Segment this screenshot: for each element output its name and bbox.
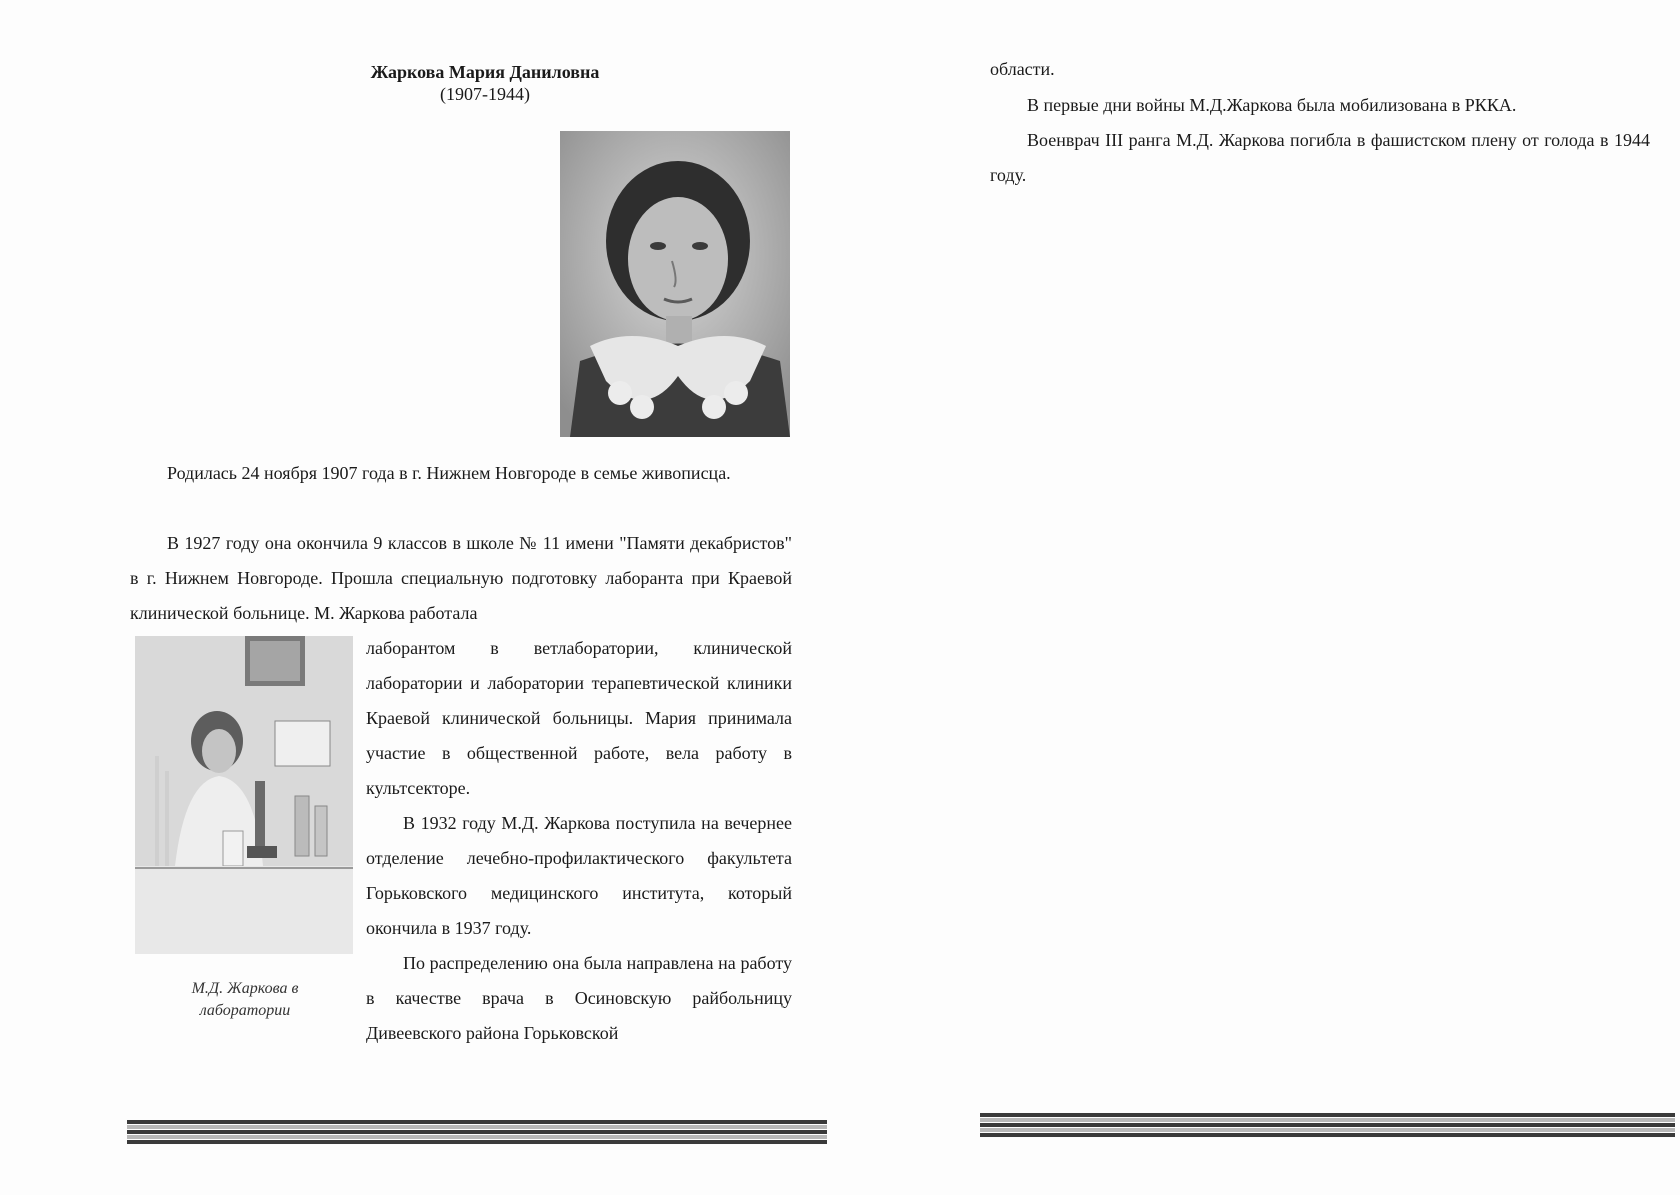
paragraph-work: лаборантом в ветлаборатории, клинической лаборатории и лаборатории терапевтической клиники Краевой клинической больницы. Мария принимала участие в общественной работе, вела работу в культсекторе. xyxy=(366,638,792,798)
person-name-title: Жаркова Мария Даниловна xyxy=(370,62,600,82)
paragraph-assignment: По распределению она была направлена на работу в качестве врача в Осиновскую райбольницу Дивеевского района Горьковской xyxy=(366,953,792,1043)
paragraph-institute: В 1932 году М.Д. Жаркова поступила на вечернее отделение лечебно-профилактического факультета Горьковского медицинского института, который окончила в 1937 году. xyxy=(366,813,792,938)
laboratory-photo xyxy=(135,636,353,954)
portrait-image xyxy=(560,131,790,437)
laboratory-image xyxy=(135,636,353,954)
paragraph-education: В 1927 году она окончила 9 классов в школе № 11 имени "Памяти декабристов" в г. Нижнем Новгороде. Прошла специальную подготовку лаборанта при Краевой клинической больнице. М. Жаркова работала xyxy=(130,533,792,623)
portrait-photo xyxy=(560,131,790,437)
memorial-ribbon-right xyxy=(980,1113,1675,1137)
paragraph-death: Военврач III ранга М.Д. Жаркова погибла в фашистском плену от голода в 1944 году. xyxy=(990,130,1650,185)
paragraph-mobilization: В первые дни войны М.Д.Жаркова была мобилизована в РККА. xyxy=(1027,95,1517,115)
paragraph-birth: Родилась 24 ноября 1907 года в г. Нижнем Новгороде в семье живописца. xyxy=(167,463,731,483)
continuation-line: области. xyxy=(990,59,1055,79)
life-years: (1907-1944) xyxy=(440,84,530,104)
photo-caption: М.Д. Жаркова в лаборатории xyxy=(191,980,299,1019)
memorial-ribbon-left xyxy=(127,1120,827,1144)
